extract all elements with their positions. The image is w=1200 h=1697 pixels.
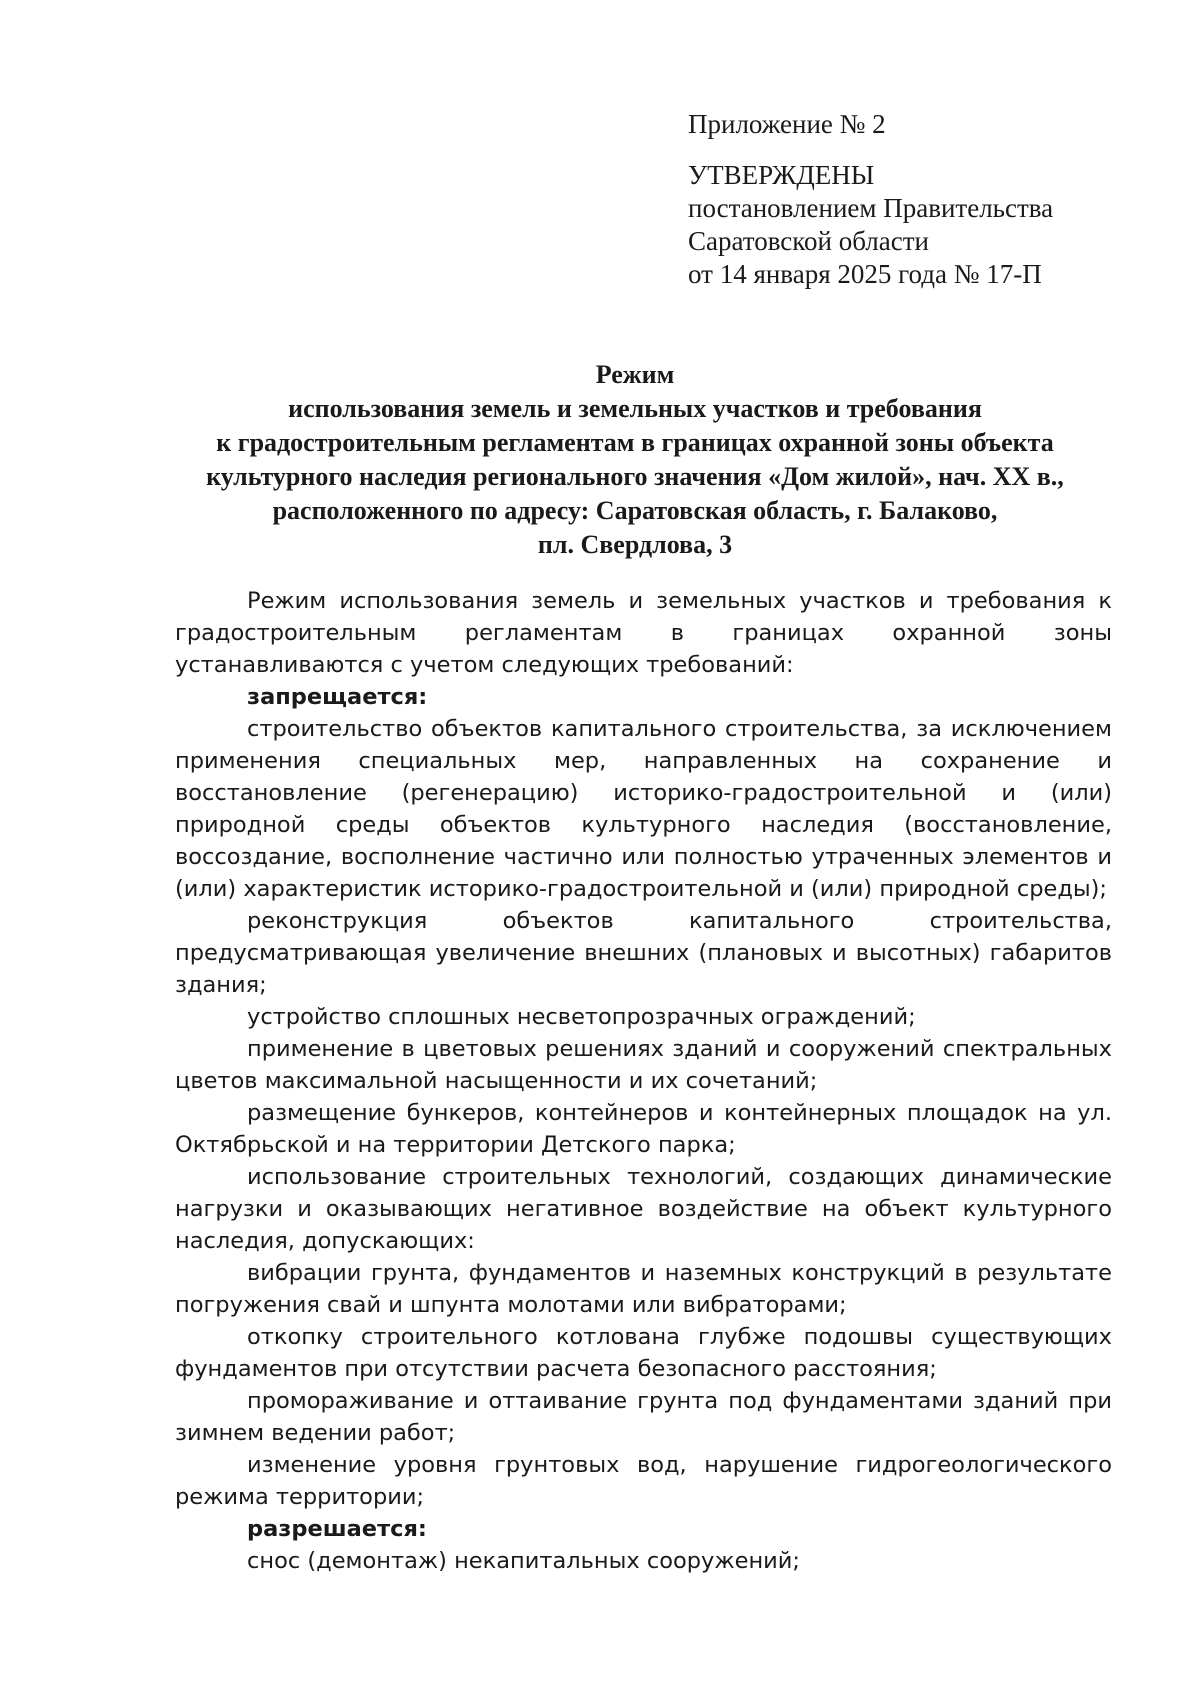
approval-line-2: Саратовской области xyxy=(688,226,929,256)
approval-line-3: от 14 января 2025 года № 17-П xyxy=(688,259,1042,289)
prohibited-item: реконструкция объектов капитального строительства, предусматривающая увеличение внешних (плановых и высотных) габаритов здания; xyxy=(175,908,1112,998)
approval-line-1: постановлением Правительства xyxy=(688,193,1054,223)
prohibited-item: устройство сплошных несветопрозрачных ограждений; xyxy=(247,1004,916,1030)
prohibited-item: откопку строительного котлована глубже подошвы существующих фундаментов при отсутствии расчета безопасного расстояния; xyxy=(175,1324,1112,1382)
title-line-6: пл. Свердлова, 3 xyxy=(537,530,733,559)
approved-label: УТВЕРЖДЕНЫ xyxy=(688,160,875,190)
permitted-heading: разрешается: xyxy=(247,1516,427,1542)
prohibited-item: размещение бункеров, контейнеров и контейнерных площадок на ул. Октябрьской и на территории Детского парка; xyxy=(175,1100,1112,1158)
document-title xyxy=(150,358,1120,562)
prohibited-item: использование строительных технологий, создающих динамические нагрузки и оказывающих негативное воздействие на объект культурного наследия, допускающих: xyxy=(175,1164,1112,1254)
title-line-1: Режим xyxy=(595,360,675,389)
title-line-5: расположенного по адресу: Саратовская область, г. Балаково, xyxy=(272,496,998,525)
title-line-3: к градостроительным регламентам в границах охранной зоны объекта xyxy=(216,428,1054,457)
prohibited-item: применение в цветовых решениях зданий и сооружений спектральных цветов максимальной насыщенности и их сочетаний; xyxy=(175,1036,1112,1094)
permitted-item: снос (демонтаж) некапитальных сооружений; xyxy=(247,1548,800,1574)
title-line-4: культурного наследия регионального значения «Дом жилой», нач. XX в., xyxy=(206,462,1064,491)
prohibited-heading: запрещается: xyxy=(247,684,428,710)
approval-header xyxy=(688,108,1158,291)
annex-number: Приложение № 2 xyxy=(688,109,886,139)
prohibited-item: промораживание и оттаивание грунта под фундаментами зданий при зимнем ведении работ; xyxy=(175,1388,1112,1446)
prohibited-item: изменение уровня грунтовых вод, нарушение гидрогеологического режима территории; xyxy=(175,1452,1112,1510)
intro-paragraph: Режим использования земель и земельных участков и требования к градостроительным регламентам в границах охранной зоны устанавливаются с учетом следующих требований: xyxy=(175,588,1112,678)
prohibited-item: строительство объектов капитального строительства, за исключением применения специальных мер, направленных на сохранение и восстановление (регенерацию) историко-градостроительной и (или) природной среды объектов культурного наследия (восстановление, воссоздание, восполнение частично или полностью утраченных элементов и (или) характеристик историко-градостроительной и (или) природной среды); xyxy=(175,716,1112,902)
document-body xyxy=(175,585,1112,1577)
prohibited-item: вибрации грунта, фундаментов и наземных конструкций в результате погружения свай и шпунта молотами или вибраторами; xyxy=(175,1260,1112,1318)
title-line-2: использования земель и земельных участков и требования xyxy=(288,394,982,423)
